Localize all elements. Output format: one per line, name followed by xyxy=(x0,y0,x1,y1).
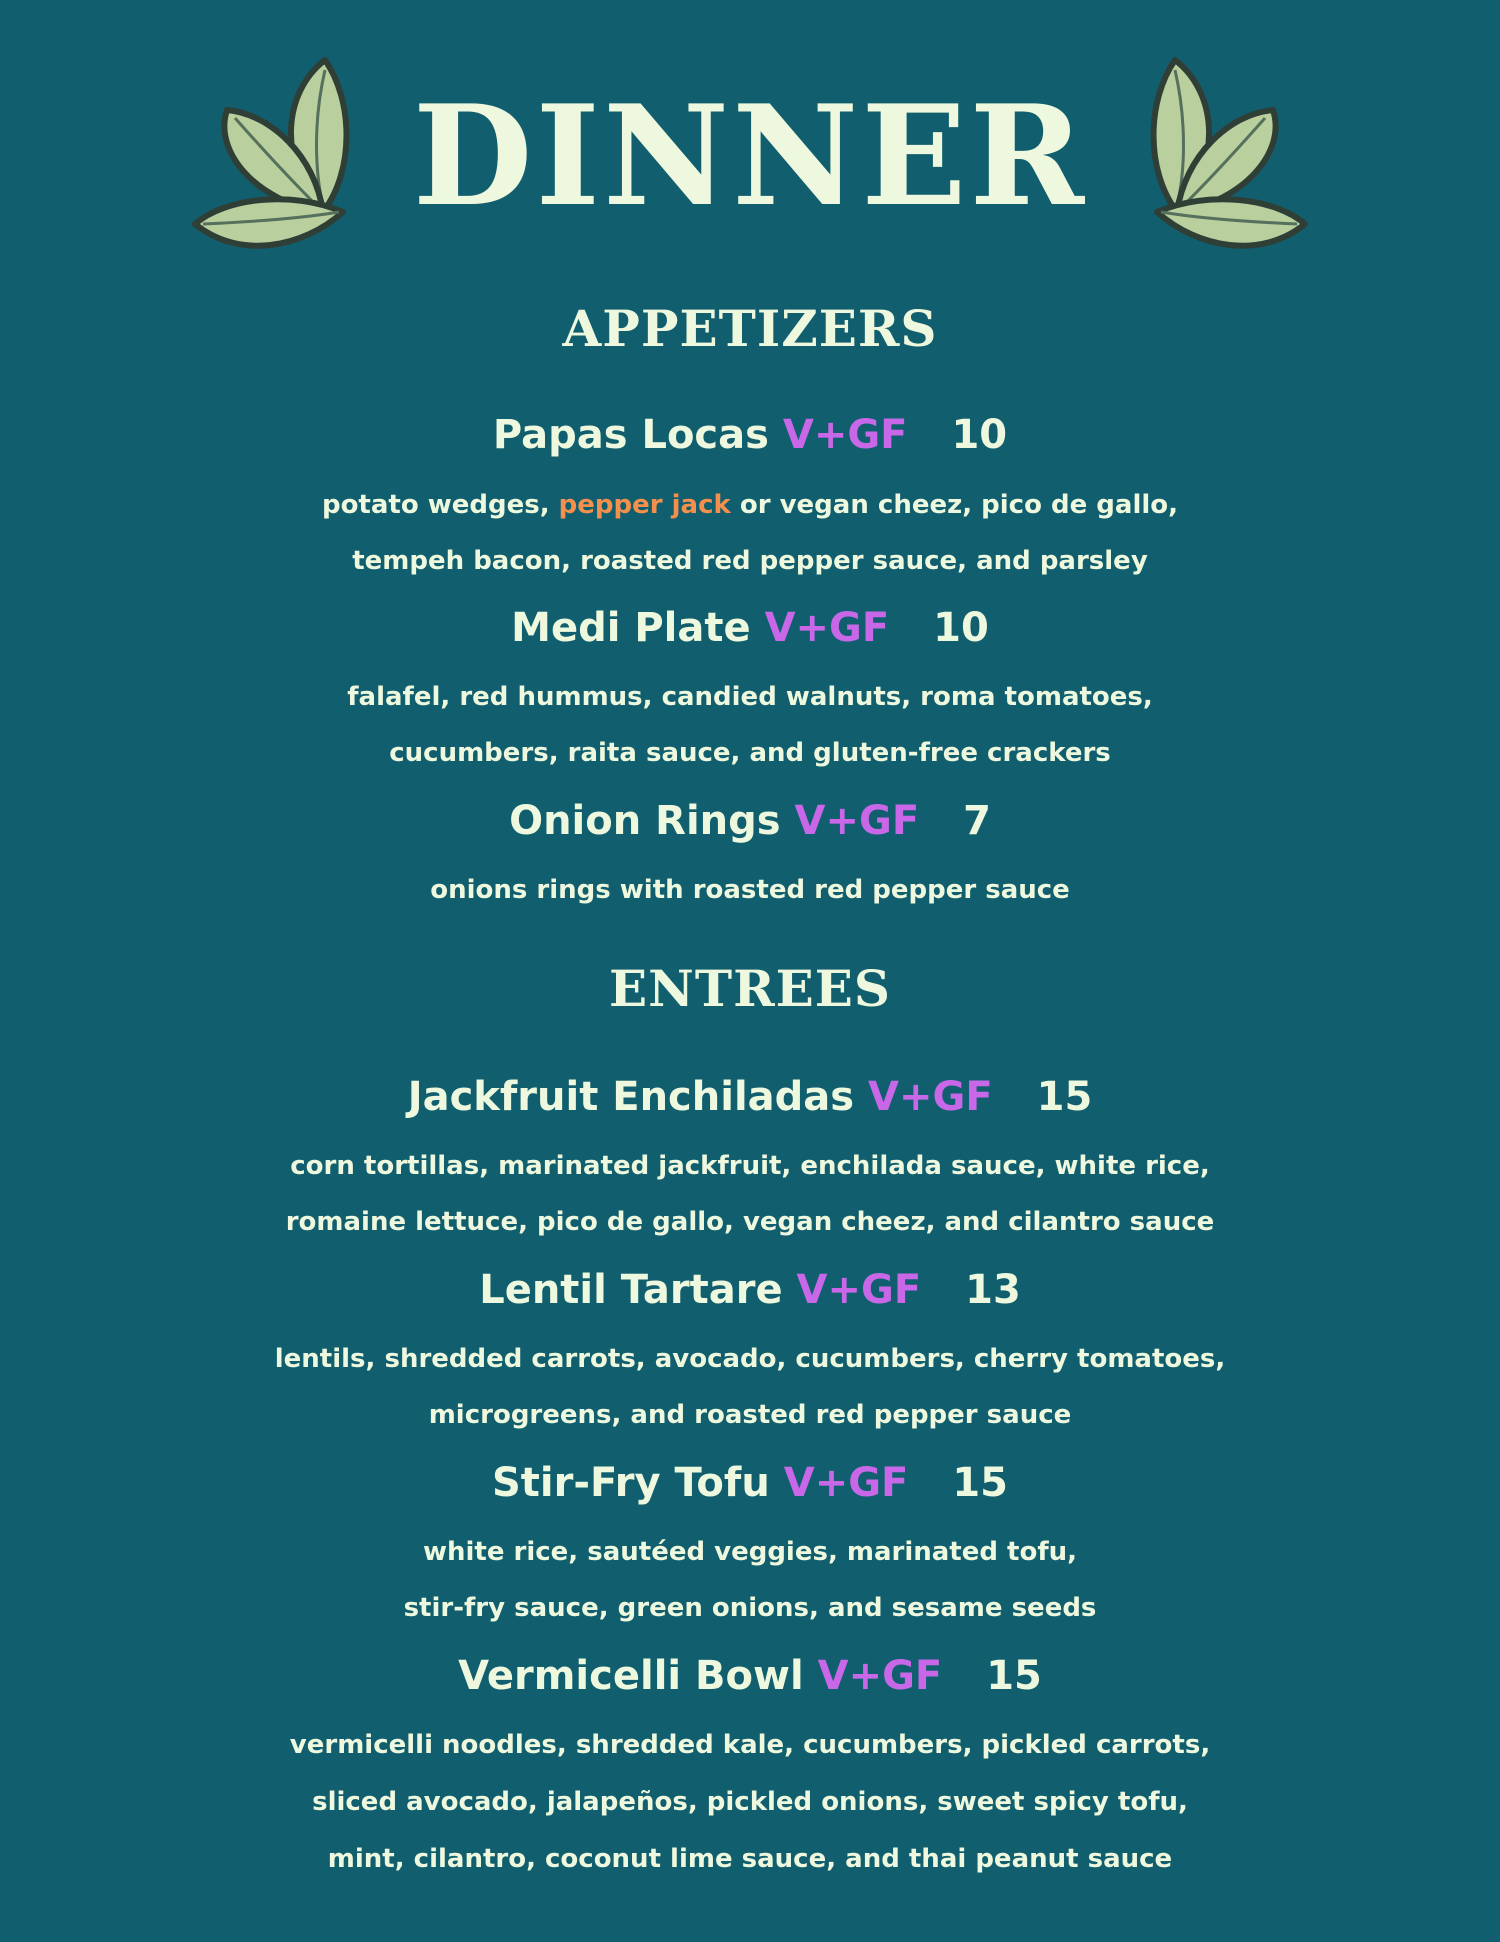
section-heading-entrees: ENTREES xyxy=(609,959,891,1018)
item-description: romaine lettuce, pico de gallo, vegan cheez, and cilantro sauce xyxy=(285,1207,1215,1237)
item-description: corn tortillas, marinated jackfruit, enchilada sauce, white rice, xyxy=(290,1151,1210,1181)
menu-item-medi-plate xyxy=(0,605,1500,651)
item-name: Papas Locas xyxy=(492,412,769,458)
item-description: tempeh bacon, roasted red pepper sauce, and parsley xyxy=(352,546,1148,576)
item-description: onions rings with roasted red pepper sauce xyxy=(430,875,1070,905)
menu-header xyxy=(0,52,1500,252)
menu-item-lentil-tartare xyxy=(0,1267,1500,1313)
item-description: vermicelli noodles, shredded kale, cucumbers, pickled carrots, xyxy=(289,1730,1211,1760)
item-tag: V+GF xyxy=(794,798,920,844)
item-tag: V+GF xyxy=(764,605,890,651)
item-price: 13 xyxy=(965,1267,1021,1313)
leaves-icon-left xyxy=(185,52,385,252)
item-tag: V+GF xyxy=(817,1653,943,1699)
item-tag: V+GF xyxy=(783,1460,909,1506)
item-description: sliced avocado, jalapeños, pickled onions, sweet spicy tofu, xyxy=(312,1787,1188,1817)
menu-item-stir-fry-tofu xyxy=(0,1460,1500,1506)
item-tag: V+GF xyxy=(868,1074,993,1120)
menu-title: DINNER xyxy=(412,74,1088,237)
menu-item-papas-locas xyxy=(0,412,1500,458)
item-name: Stir-Fry Tofu xyxy=(492,1460,770,1506)
menu-item-vermicelli-bowl xyxy=(0,1653,1500,1699)
item-description xyxy=(0,492,1500,518)
item-description: microgreens, and roasted red pepper sauce xyxy=(428,1400,1072,1430)
item-description: stir-fry sauce, green onions, and sesame seeds xyxy=(403,1593,1097,1623)
item-description: white rice, sautéed veggies, marinated tofu, xyxy=(422,1537,1078,1567)
item-name: Vermicelli Bowl xyxy=(458,1653,804,1699)
item-price: 15 xyxy=(952,1460,1008,1506)
item-price: 10 xyxy=(933,605,989,651)
item-name: Jackfruit Enchiladas xyxy=(407,1074,855,1120)
menu-item-onion-rings xyxy=(0,798,1500,844)
item-price: 15 xyxy=(986,1653,1042,1699)
item-price: 10 xyxy=(951,412,1008,458)
description-text: or vegan cheez, pico de gallo, xyxy=(730,490,1179,520)
description-highlight: pepper jack xyxy=(558,490,731,520)
item-description: falafel, red hummus, candied walnuts, roma tomatoes, xyxy=(347,682,1153,712)
menu-item-jackfruit-enchiladas xyxy=(0,1074,1500,1120)
item-tag: V+GF xyxy=(782,412,908,458)
item-name: Medi Plate xyxy=(511,605,751,651)
item-description: mint, cilantro, coconut lime sauce, and thai peanut sauce xyxy=(327,1844,1173,1874)
item-name: Onion Rings xyxy=(509,798,781,844)
item-description: cucumbers, raita sauce, and gluten-free crackers xyxy=(389,738,1111,768)
item-price: 7 xyxy=(963,798,991,844)
item-tag: V+GF xyxy=(796,1267,922,1313)
item-description: lentils, shredded carrots, avocado, cucumbers, cherry tomatoes, xyxy=(274,1344,1226,1374)
description-text: potato wedges, xyxy=(321,490,559,520)
item-name: Lentil Tartare xyxy=(479,1267,783,1313)
item-price: 15 xyxy=(1036,1074,1093,1120)
section-heading-appetizers: APPETIZERS xyxy=(562,299,938,358)
leaves-icon-right xyxy=(1115,52,1315,252)
